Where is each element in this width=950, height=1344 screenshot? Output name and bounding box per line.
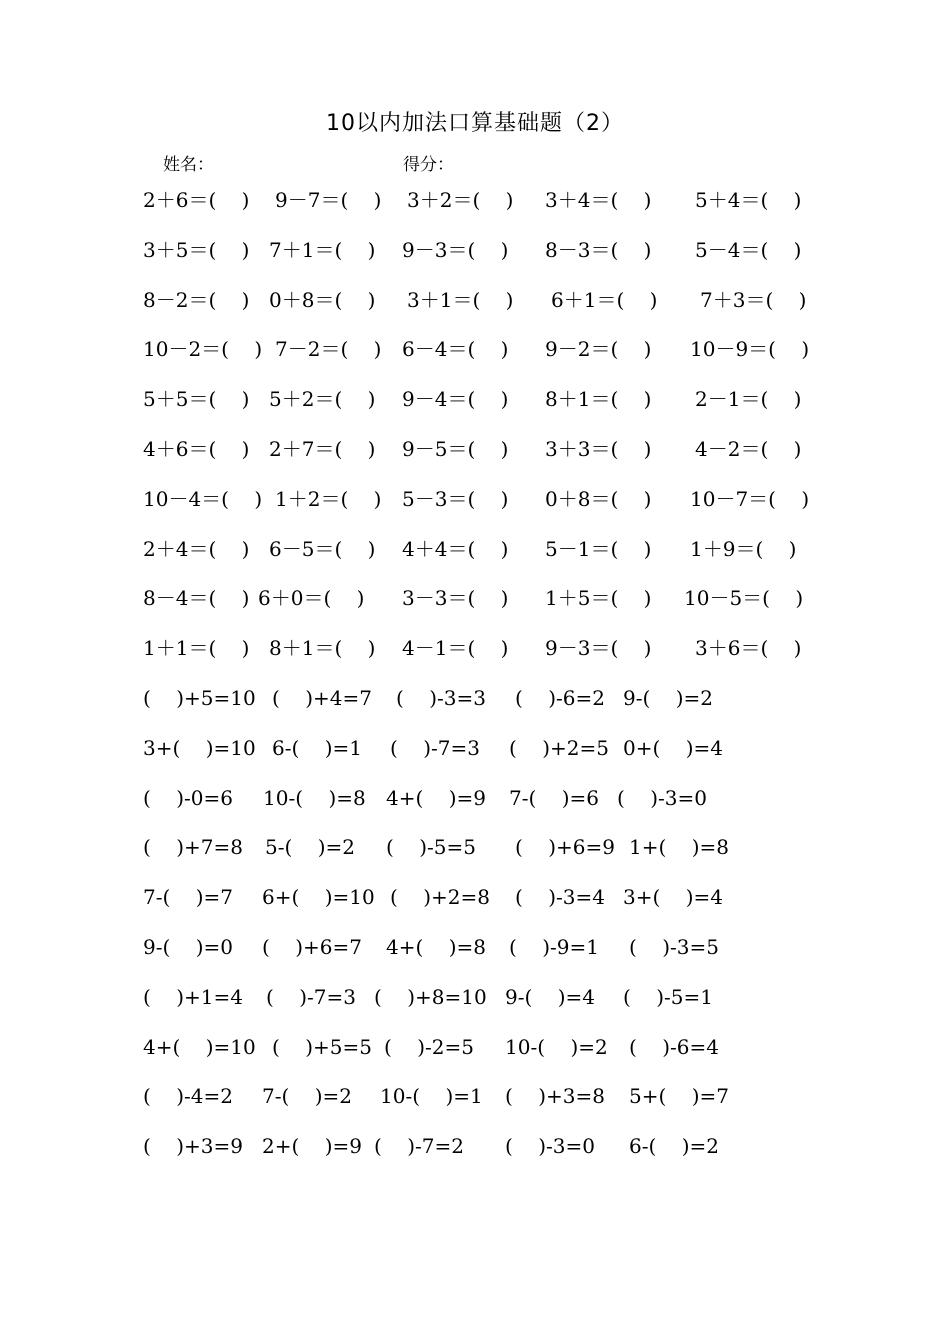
problem-item: 6-( )=1 [272,735,362,760]
problem-item: 9-( )=0 [143,935,233,959]
problem-item: 3+( )=4 [623,885,723,910]
problem-item: 9－4＝( ) [402,387,509,412]
problem-item: 8－3＝( ) [545,237,652,262]
problem-item: 8＋1＝( ) [545,387,652,412]
problem-item: 0＋8＝( ) [545,486,652,511]
problem-item: 7-( )=7 [143,885,233,910]
problem-item: ( )+4=7 [272,686,372,710]
problem-item: 3＋6＝( ) [695,636,802,661]
problem-item: 9－7＝( ) [275,188,382,212]
problem-item: ( )+6=9 [515,835,615,860]
problem-item: ( )-3=0 [505,1134,595,1159]
problem-item: 4＋4＝( ) [402,536,509,561]
problem-item: 1＋9＝( ) [690,536,797,561]
problem-item: ( )-6=2 [515,686,605,710]
problem-item: ( )-2=5 [384,1034,474,1059]
problem-item: 6＋1＝( ) [551,287,658,312]
problem-item: ( )-9=1 [509,935,599,959]
problem-item: 8－2＝( ) [143,287,250,312]
problem-item: ( )-7=3 [390,735,480,760]
problem-item: 0＋8＝( ) [269,287,376,312]
problem-item: 5+( )=7 [629,1084,729,1109]
problem-item: 6－4＝( ) [402,337,509,362]
problem-item: ( )+1=4 [143,984,243,1009]
page-title: 10以内加法口算基础题（2） [326,111,624,136]
problem-item: 10－7＝( ) [690,486,810,511]
problem-item: 5－3＝( ) [402,486,509,511]
problem-item: 7-( )=6 [509,785,599,810]
problem-item: 7＋1＝( ) [269,237,376,262]
problem-item: 10-( )=8 [263,785,366,810]
problem-item: 10-( )=2 [505,1034,608,1059]
problem-item: 2+( )=9 [262,1134,362,1159]
problem-item: ( )-7=3 [266,984,356,1009]
problem-item: ( )-5=1 [623,984,713,1009]
problem-item: ( )+2=8 [390,885,490,910]
problem-item: 5＋2＝( ) [269,387,376,412]
problem-item: 9－5＝( ) [402,437,509,461]
problem-item: ( )+5=5 [272,1034,372,1059]
problem-item: ( )-4=2 [143,1084,233,1109]
problem-item: 5-( )=2 [265,835,355,860]
problem-item: 4+( )=9 [386,785,486,810]
problem-item: 3－3＝( ) [402,586,509,611]
problem-item: 7＋3＝( ) [700,287,807,312]
problem-item: 5－4＝( ) [695,237,802,262]
problem-item: 4＋6＝( ) [143,437,250,461]
problem-item: 1+( )=8 [629,835,729,860]
problem-item: ( )-5=5 [386,835,476,860]
problem-item: 1＋2＝( ) [275,486,382,511]
problem-item: 9－2＝( ) [545,337,652,362]
problem-item: 4+( )=10 [143,1034,256,1059]
name-label: 姓名： [163,155,214,175]
problem-item: 3＋2＝( ) [407,188,514,212]
problem-item: ( )+3=8 [505,1084,605,1109]
problem-item: 9－3＝( ) [402,237,509,262]
problem-item: 8－4＝( ) [143,586,250,611]
problem-item: 6-( )=2 [629,1134,719,1159]
problem-item: 2＋6＝( ) [143,188,250,212]
problem-item: 1＋1＝( ) [143,636,250,661]
problem-item: 9-( )=4 [505,984,595,1009]
problem-item: 4－2＝( ) [695,437,802,461]
problem-item: ( )-3=0 [617,785,707,810]
problem-item: ( )-6=4 [629,1034,719,1059]
problem-item: 5－1＝( ) [545,536,652,561]
problem-item: 7－2＝( ) [275,337,382,362]
problem-item: 7-( )=2 [262,1084,352,1109]
problem-item: ( )-3=3 [396,686,486,710]
problem-item: ( )-0=6 [143,785,233,810]
problem-item: 3＋3＝( ) [545,437,652,461]
problem-item: 10-( )=1 [380,1084,483,1109]
problem-item: 2－1＝( ) [695,387,802,412]
problem-item: 3＋5＝( ) [143,237,250,262]
problem-item: 10－4＝( ) [143,486,263,511]
problem-item: ( )+6=7 [262,935,362,959]
problem-item: 5＋4＝( ) [695,188,802,212]
problem-item: ( )-7=2 [374,1134,464,1159]
problem-item: 10－9＝( ) [690,337,810,362]
problem-item: 9-( )=2 [623,686,713,710]
problem-item: 6＋0＝( ) [258,586,365,611]
problem-item: 3＋1＝( ) [407,287,514,312]
problem-item: ( )+3=9 [143,1134,243,1159]
problem-item: ( )+8=10 [374,984,487,1009]
problem-item: ( )-3=4 [515,885,605,910]
problem-item: 1＋5＝( ) [545,586,652,611]
problem-item: 2＋7＝( ) [269,437,376,461]
problem-item: ( )+2=5 [509,735,609,760]
problem-item: 6+( )=10 [262,885,375,910]
problem-item: 10－5＝( ) [684,586,804,611]
problem-item: 10－2＝( ) [143,337,263,362]
problem-item: ( )-3=5 [629,935,719,959]
problem-item: 5＋5＝( ) [143,387,250,412]
problem-item: 9－3＝( ) [545,636,652,661]
problem-item: 4－1＝( ) [402,636,509,661]
problem-item: 0+( )=4 [623,735,723,760]
problem-item: 3+( )=10 [143,735,256,760]
score-label: 得分： [403,155,454,175]
problem-item: 8＋1＝( ) [269,636,376,661]
problem-item: 4+( )=8 [386,935,486,959]
problem-item: 6－5＝( ) [269,536,376,561]
problem-item: ( )+5=10 [143,686,256,710]
problem-item: ( )+7=8 [143,835,243,860]
problem-item: 2＋4＝( ) [143,536,250,561]
problem-item: 3＋4＝( ) [545,188,652,212]
